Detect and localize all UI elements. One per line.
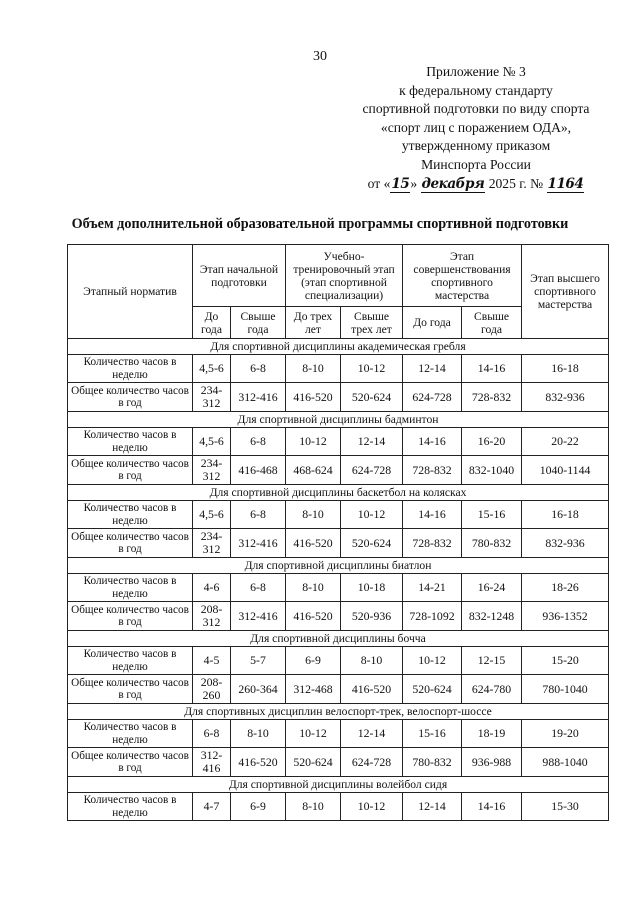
cell: 728-832 xyxy=(462,383,522,412)
cell: 4,5-6 xyxy=(193,355,231,383)
table-row xyxy=(68,428,609,456)
row-label: Общее количество часов в год xyxy=(68,748,193,777)
header-line: «спорт лиц с поражением ОДА», xyxy=(380,119,572,135)
section-title: Для спортивной дисциплины бочча xyxy=(68,631,609,647)
cell: 10-18 xyxy=(341,574,403,602)
row-label: Количество часов в неделю xyxy=(68,501,193,529)
cell: 312-416 xyxy=(231,383,286,412)
table-row xyxy=(68,675,609,704)
cell: 780-832 xyxy=(462,529,522,558)
cell: 14-16 xyxy=(403,501,462,529)
cell: 416-520 xyxy=(286,383,341,412)
cell: 4-7 xyxy=(193,793,231,821)
cell: 312-468 xyxy=(286,675,341,704)
cell: 16-18 xyxy=(522,355,609,383)
date-prefix: от « xyxy=(367,175,391,191)
cell: 1040-1144 xyxy=(522,456,609,485)
row-label: Общее количество часов в год xyxy=(68,602,193,631)
row-label: Количество часов в неделю xyxy=(68,355,193,383)
cell: 4,5-6 xyxy=(193,501,231,529)
page-number: 30 xyxy=(313,49,327,64)
cell: 8-10 xyxy=(286,501,341,529)
cell: 260-364 xyxy=(231,675,286,704)
row-label: Количество часов в неделю xyxy=(68,793,193,821)
cell: 624-728 xyxy=(341,748,403,777)
section-title: Для спортивной дисциплины бадминтон xyxy=(68,412,609,428)
header-line: Минспорта России xyxy=(421,156,531,172)
date-month: декабря xyxy=(421,175,485,192)
cell: 12-14 xyxy=(341,720,403,748)
order-date-line xyxy=(340,175,612,194)
cell: 936-1352 xyxy=(522,602,609,631)
cell: 14-21 xyxy=(403,574,462,602)
cell: 4-6 xyxy=(193,574,231,602)
cell: 6-8 xyxy=(231,574,286,602)
row-label: Общее количество часов в год xyxy=(68,456,193,485)
appendix-header xyxy=(340,63,612,193)
table-row xyxy=(68,647,609,675)
date-day: 15 xyxy=(391,175,410,192)
row-label: Количество часов в неделю xyxy=(68,428,193,456)
cell: 15-16 xyxy=(462,501,522,529)
cell: 8-10 xyxy=(286,793,341,821)
cell: 6-8 xyxy=(193,720,231,748)
cell: 728-832 xyxy=(403,529,462,558)
column-header-stage-excellence: Этап совершенствования спортивного мастерства xyxy=(403,245,522,307)
subheader: До года xyxy=(403,307,462,339)
table-row xyxy=(68,529,609,558)
cell: 10-12 xyxy=(341,793,403,821)
cell: 12-14 xyxy=(341,428,403,456)
column-header-norm: Этапный норматив xyxy=(68,245,193,339)
cell: 19-20 xyxy=(522,720,609,748)
row-label: Общее количество часов в год xyxy=(68,383,193,412)
cell: 208-312 xyxy=(193,602,231,631)
cell: 4-5 xyxy=(193,647,231,675)
norms-table xyxy=(67,244,609,821)
cell: 832-1248 xyxy=(462,602,522,631)
column-header-stage-highest: Этап высшего спортивного мастерства xyxy=(522,245,609,339)
cell: 416-520 xyxy=(286,602,341,631)
row-label: Общее количество часов в год xyxy=(68,529,193,558)
cell: 5-7 xyxy=(231,647,286,675)
cell: 14-16 xyxy=(462,355,522,383)
cell: 6-9 xyxy=(231,793,286,821)
table-row xyxy=(68,720,609,748)
date-mid: » xyxy=(410,175,421,191)
row-label: Общее количество часов в год xyxy=(68,675,193,704)
cell: 208-260 xyxy=(193,675,231,704)
cell: 520-936 xyxy=(341,602,403,631)
cell: 936-988 xyxy=(462,748,522,777)
cell: 234-312 xyxy=(193,529,231,558)
row-label: Количество часов в неделю xyxy=(68,720,193,748)
cell: 10-12 xyxy=(403,647,462,675)
cell: 416-468 xyxy=(231,456,286,485)
column-header-stage-training: Учебно-тренировочный этап (этап спортивной специализации) xyxy=(286,245,403,307)
cell: 18-19 xyxy=(462,720,522,748)
cell: 15-20 xyxy=(522,647,609,675)
cell: 8-10 xyxy=(286,355,341,383)
cell: 416-520 xyxy=(286,529,341,558)
cell: 15-30 xyxy=(522,793,609,821)
cell: 10-12 xyxy=(286,720,341,748)
cell: 728-1092 xyxy=(403,602,462,631)
table-row xyxy=(68,456,609,485)
subheader: До трех лет xyxy=(286,307,341,339)
header-line: к федеральному стандарту xyxy=(399,82,553,98)
cell: 624-728 xyxy=(403,383,462,412)
cell: 10-12 xyxy=(341,501,403,529)
cell: 780-1040 xyxy=(522,675,609,704)
cell: 6-8 xyxy=(231,428,286,456)
subheader: Свыше года xyxy=(462,307,522,339)
subheader: Свыше трех лет xyxy=(341,307,403,339)
cell: 416-520 xyxy=(231,748,286,777)
cell: 520-624 xyxy=(341,383,403,412)
document-title: Объем дополнительной образовательной программы спортивной подготовки xyxy=(71,216,569,232)
cell: 6-9 xyxy=(286,647,341,675)
cell: 4,5-6 xyxy=(193,428,231,456)
cell: 18-26 xyxy=(522,574,609,602)
cell: 8-10 xyxy=(286,574,341,602)
cell: 16-18 xyxy=(522,501,609,529)
table-row xyxy=(68,574,609,602)
cell: 15-16 xyxy=(403,720,462,748)
cell: 12-15 xyxy=(462,647,522,675)
cell: 312-416 xyxy=(193,748,231,777)
cell: 780-832 xyxy=(403,748,462,777)
cell: 520-624 xyxy=(286,748,341,777)
table-row xyxy=(68,748,609,777)
cell: 468-624 xyxy=(286,456,341,485)
section-title: Для спортивной дисциплины волейбол сидя xyxy=(68,777,609,793)
table-row xyxy=(68,602,609,631)
cell: 988-1040 xyxy=(522,748,609,777)
cell: 8-10 xyxy=(231,720,286,748)
cell: 234-312 xyxy=(193,456,231,485)
section-title: Для спортивных дисциплин велоспорт-трек, велоспорт-шоссе xyxy=(68,704,609,720)
cell: 6-8 xyxy=(231,355,286,383)
row-label: Количество часов в неделю xyxy=(68,647,193,675)
cell: 520-624 xyxy=(403,675,462,704)
cell: 6-8 xyxy=(231,501,286,529)
cell: 624-780 xyxy=(462,675,522,704)
cell: 312-416 xyxy=(231,529,286,558)
subheader: Свыше года xyxy=(231,307,286,339)
row-label: Количество часов в неделю xyxy=(68,574,193,602)
cell: 10-12 xyxy=(286,428,341,456)
date-year: 2025 г. № xyxy=(485,175,547,191)
cell: 14-16 xyxy=(403,428,462,456)
cell: 12-14 xyxy=(403,793,462,821)
section-title: Для спортивной дисциплины биатлон xyxy=(68,558,609,574)
section-title: Для спортивной дисциплины академическая гребля xyxy=(68,339,609,355)
order-number: 1164 xyxy=(547,175,584,192)
cell: 832-936 xyxy=(522,529,609,558)
cell: 832-1040 xyxy=(462,456,522,485)
cell: 832-936 xyxy=(522,383,609,412)
header-line: утвержденному приказом xyxy=(401,138,551,154)
cell: 20-22 xyxy=(522,428,609,456)
cell: 234-312 xyxy=(193,383,231,412)
cell: 520-624 xyxy=(341,529,403,558)
column-header-stage-initial: Этап начальной подготовки xyxy=(193,245,286,307)
table-row xyxy=(68,383,609,412)
cell: 16-20 xyxy=(462,428,522,456)
table-row xyxy=(68,501,609,529)
cell: 8-10 xyxy=(341,647,403,675)
header-line: Приложение № 3 xyxy=(426,64,526,79)
cell: 728-832 xyxy=(403,456,462,485)
cell: 624-728 xyxy=(341,456,403,485)
cell: 12-14 xyxy=(403,355,462,383)
cell: 10-12 xyxy=(341,355,403,383)
cell: 14-16 xyxy=(462,793,522,821)
header-line: спортивной подготовки по виду спорта xyxy=(362,101,590,117)
table-row xyxy=(68,355,609,383)
cell: 16-24 xyxy=(462,574,522,602)
cell: 416-520 xyxy=(341,675,403,704)
table-row xyxy=(68,793,609,821)
section-title: Для спортивной дисциплины баскетбол на колясках xyxy=(68,485,609,501)
cell: 312-416 xyxy=(231,602,286,631)
subheader: До года xyxy=(193,307,231,339)
